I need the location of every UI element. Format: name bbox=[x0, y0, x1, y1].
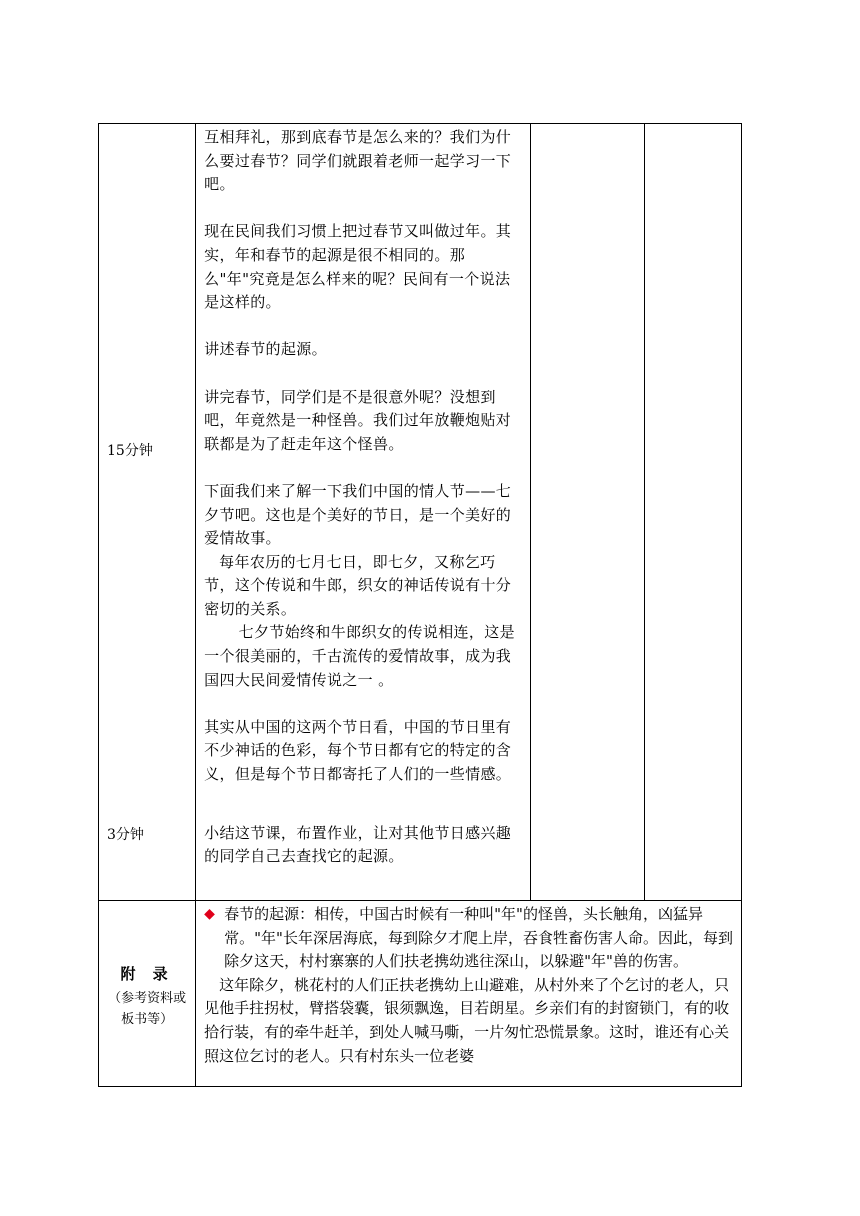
appendix-content-cell bbox=[196, 901, 742, 1087]
teaching-content bbox=[196, 124, 530, 869]
empty-cell-4 bbox=[644, 124, 741, 901]
appendix-label-cell bbox=[99, 901, 196, 1087]
appendix-subtitle: （参考资料或板书等） bbox=[108, 991, 187, 1027]
time-label-3min: 3分钟 bbox=[107, 827, 144, 843]
paragraph-intro: 互相拜礼，那到底春节是怎么来的？我们为什么要过春节？同学们就跟着老师一起学习一下吧。 bbox=[204, 128, 512, 194]
paragraph-qixi-intro: 下面我们来了解一下我们中国的情人节——七夕节吧。这也是个美好的节日，是一个美好的爱情故事。 bbox=[204, 481, 512, 548]
appendix-origin-item bbox=[204, 903, 737, 974]
paragraph-qixi-legend: 七夕节始终和牛郎织女的传说相连，这是一个很美丽的，千古流传的爱情故事，成为我国四大民间爱情传说之一 。 bbox=[204, 623, 515, 689]
empty-cell-3 bbox=[530, 124, 644, 901]
appendix-content bbox=[196, 901, 741, 1068]
appendix-origin-text: 春节的起源：相传，中国古时候有一种叫"年"的怪兽，头长触角，凶猛异常。"年"长年深居海底，每到除夕才爬上岸，吞食牲畜伤害人命。因此，每到除夕这天，村村寨寨的人们扶老携幼逃往深山，以躲避"年"兽的伤害。 bbox=[224, 905, 733, 971]
paragraph-after-story: 讲完春节，同学们是不是很意外呢？没想到吧，年竟然是一种怪兽。我们过年放鞭炮贴对联都是为了赶走年这个怪兽。 bbox=[204, 387, 512, 453]
time-label-15min: 15分钟 bbox=[107, 443, 153, 459]
paragraph-qixi-date: 每年农历的七月七日，即七夕，又称乞巧节，这个传说和牛郎，织女的神话传说有十分密切的关系。 bbox=[204, 552, 512, 618]
paragraph-nian-origin: 现在民间我们习惯上把过春节又叫做过年。其实，年和春节的起源是很不相同的。那么"年"究竟是怎么样来的呢？民间有一个说法是这样的。 bbox=[204, 222, 512, 312]
appendix-row bbox=[99, 901, 742, 1087]
diamond-bullet-icon: ◆ bbox=[204, 906, 215, 922]
paragraph-homework: 小结这节课，布置作业，让对其他节日感兴趣的同学自己去查找它的起源。 bbox=[204, 823, 512, 866]
lesson-row bbox=[99, 124, 742, 901]
paragraph-narrate: 讲述春节的起源。 bbox=[204, 340, 327, 359]
time-column bbox=[99, 124, 196, 901]
appendix-title: 附 录 bbox=[120, 965, 174, 983]
teaching-content-cell bbox=[196, 124, 531, 901]
lesson-plan-table bbox=[98, 123, 742, 1087]
paragraph-summary-festivals: 其实从中国的这两个节日看，中国的节日里有不少神话的色彩，每个节日都有它的特定的含义，但是每个节日都寄托了人们的一些情感。 bbox=[204, 717, 512, 784]
appendix-story-text: 这年除夕，桃花村的人们正扶老携幼上山避难，从村外来了个乞讨的老人，只见他手拄拐杖，臂搭袋囊，银须飘逸，目若朗星。乡亲们有的封窗锁门，有的收拾行装，有的牵牛赶羊，到处人喊马嘶，一片匆忙恐慌景象。这时，谁还有心关照这位乞讨的老人。只有村东头一位老婆 bbox=[204, 975, 730, 1065]
